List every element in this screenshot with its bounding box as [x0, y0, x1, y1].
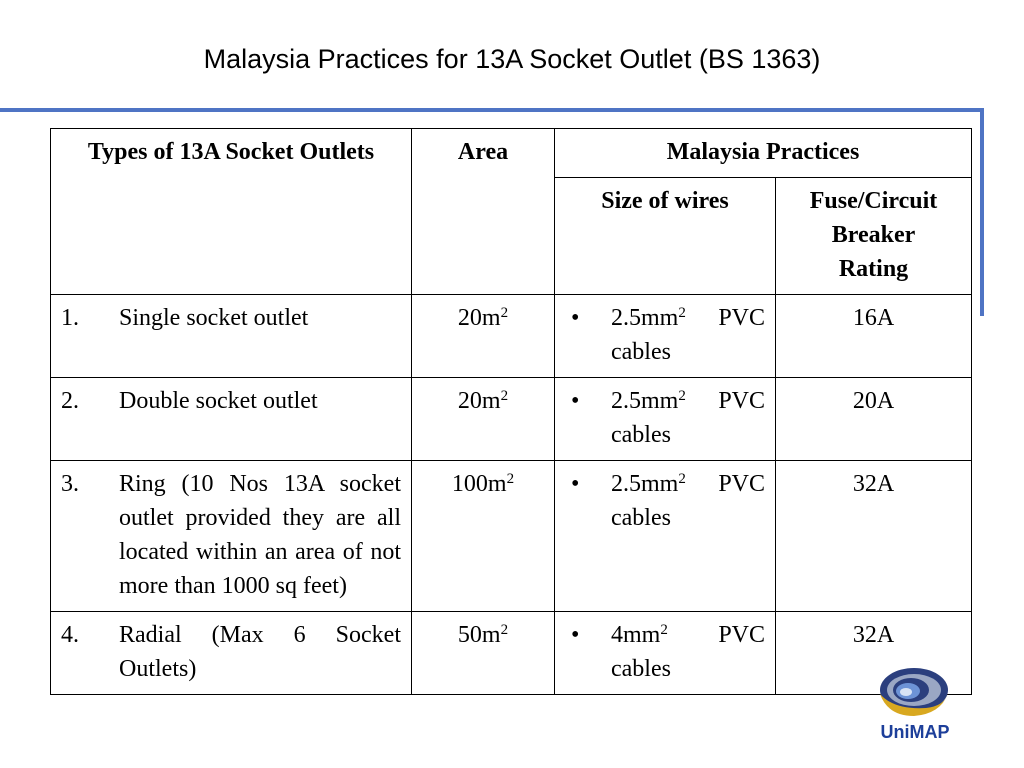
area-cell	[412, 612, 555, 695]
wire-cell	[555, 612, 776, 695]
wire-superscript: 2	[678, 388, 686, 404]
outlet-type: Radial (Max 6 Socket Outlets)	[119, 622, 401, 682]
header-row	[51, 129, 972, 178]
table-row	[51, 612, 972, 695]
wire-material: PVC	[718, 622, 765, 648]
area-value: 50m	[457, 622, 501, 648]
type-cell	[51, 295, 412, 378]
header-fuse-line3: Rating	[838, 256, 909, 282]
wire-material: PVC	[718, 388, 765, 414]
wire-superscript: 2	[660, 622, 668, 638]
area-superscript: 2	[500, 305, 509, 321]
wire-size: 2.5mm	[611, 305, 679, 331]
wire-cell	[555, 461, 776, 612]
bullet: •	[571, 305, 580, 331]
bullet: •	[571, 388, 580, 414]
area-value: 100m	[451, 471, 507, 497]
area-superscript: 2	[500, 388, 509, 404]
header-fuse-rating	[776, 178, 972, 295]
area-cell	[412, 295, 555, 378]
table-row	[51, 378, 972, 461]
area-superscript: 2	[500, 622, 509, 638]
unimap-logo-text: UniMAP	[880, 722, 950, 742]
wire-superscript: 2	[678, 471, 686, 487]
header-area: Area	[412, 129, 555, 295]
row-number: 1.	[61, 305, 79, 331]
rating-cell: 32A	[776, 612, 972, 695]
wire-material: PVC	[718, 305, 765, 331]
rating-cell: 20A	[776, 378, 972, 461]
wire-type: cables	[611, 505, 671, 531]
row-number: 2.	[61, 388, 79, 414]
area-value: 20m	[457, 305, 501, 331]
wire-cell	[555, 295, 776, 378]
wire-size: 4mm	[611, 622, 661, 648]
area-superscript: 2	[506, 471, 515, 487]
area-cell	[412, 461, 555, 612]
accent-vertical-line	[980, 108, 984, 316]
row-number: 4.	[61, 622, 79, 648]
wire-type: cables	[611, 339, 671, 365]
header-types: Types of 13A Socket Outlets	[51, 129, 412, 295]
header-practices: Malaysia Practices	[555, 129, 972, 178]
slide-title: Malaysia Practices for 13A Socket Outlet (BS 1363)	[203, 44, 821, 74]
wire-material: PVC	[718, 471, 765, 497]
row-number: 3.	[61, 471, 79, 497]
bullet: •	[571, 471, 580, 497]
header-fuse-line1: Fuse/Circuit	[809, 188, 938, 214]
accent-line	[0, 108, 984, 112]
wire-cell	[555, 378, 776, 461]
header-fuse-line2: Breaker	[831, 222, 916, 248]
outlet-type: Ring (10 Nos 13A socket outlet provided they are all located within an area of not more than 1000 sq feet)	[119, 471, 401, 599]
rating-cell: 32A	[776, 461, 972, 612]
type-cell	[51, 378, 412, 461]
type-cell	[51, 461, 412, 612]
practices-table	[50, 128, 972, 695]
type-cell	[51, 612, 412, 695]
wire-size: 2.5mm	[611, 388, 679, 414]
wire-superscript: 2	[678, 305, 686, 321]
outlet-type: Double socket outlet	[119, 388, 318, 414]
area-value: 20m	[457, 388, 501, 414]
wire-size: 2.5mm	[611, 471, 679, 497]
header-wire-size: Size of wires	[555, 178, 776, 295]
area-cell	[412, 378, 555, 461]
wire-type: cables	[611, 422, 671, 448]
bullet: •	[571, 622, 580, 648]
table-row	[51, 461, 972, 612]
wire-type: cables	[611, 656, 671, 682]
table-row	[51, 295, 972, 378]
outlet-type: Single socket outlet	[119, 305, 309, 331]
rating-cell: 16A	[776, 295, 972, 378]
